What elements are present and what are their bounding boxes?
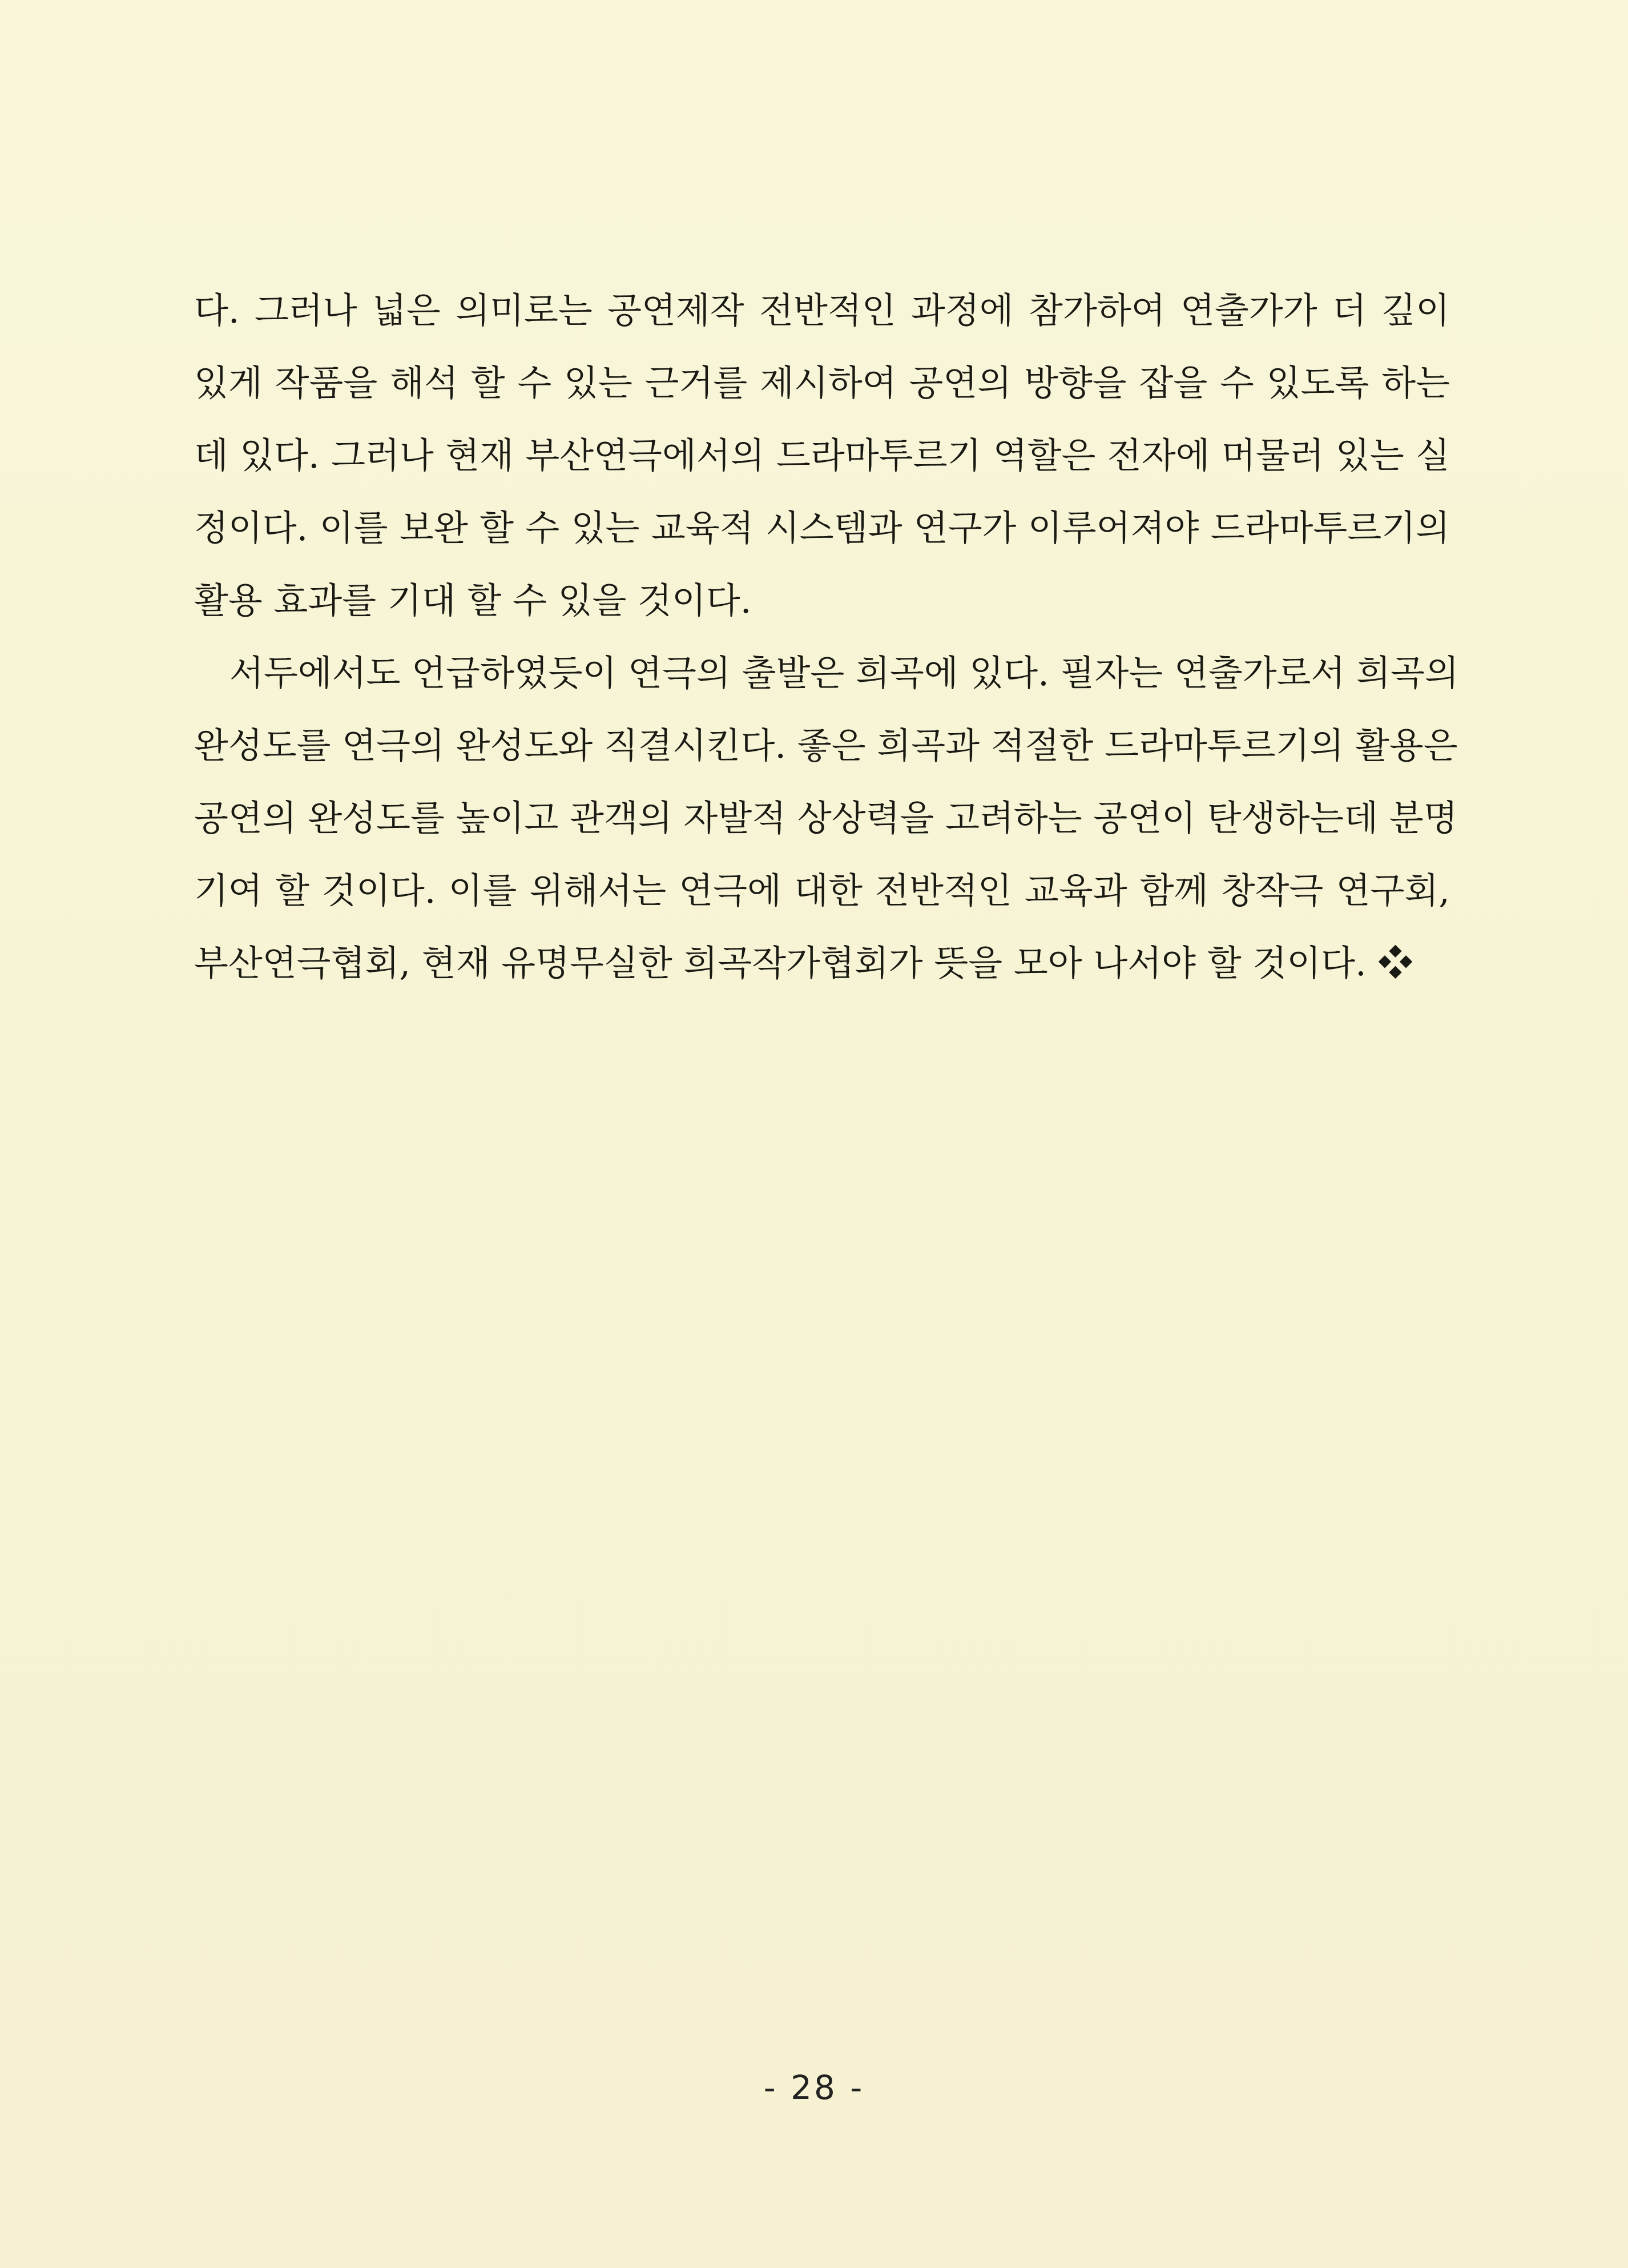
text-line: 데 있다. 그러나 현재 부산연극에서의 드라마투르기 역할은 전자에 머물러 있는 실	[194, 435, 1450, 476]
text-line: 부산연극협회, 현재 유명무실한 희곡작가협회가 뜻을 모아 나서야 할 것이다. ❖	[194, 942, 1413, 984]
page-number: - 28 -	[763, 2068, 865, 2107]
text-line: 있게 작품을 해석 할 수 있는 근거를 제시하여 공연의 방향을 잡을 수 있도록 하는	[194, 362, 1450, 404]
paragraph-1	[194, 274, 1450, 637]
paragraph-2	[194, 637, 1459, 999]
text-line: 완성도를 연극의 완성도와 직결시킨다. 좋은 희곡과 적절한 드라마투르기의 활용은	[194, 725, 1458, 766]
body-text	[194, 274, 1459, 999]
text-line: 활용 효과를 기대 할 수 있을 것이다.	[194, 580, 752, 621]
text-line: 다. 그러나 넓은 의미로는 공연제작 전반적인 과정에 참가하여 연출가가 더 깊이	[194, 289, 1450, 331]
text-line: 서두에서도 언급하였듯이 연극의 출발은 희곡에 있다. 필자는 연출가로서 희곡의	[229, 652, 1459, 694]
text-line: 기여 할 것이다. 이를 위해서는 연극에 대한 전반적인 교육과 함께 창작극 연구회,	[194, 870, 1450, 911]
text-line: 정이다. 이를 보완 할 수 있는 교육적 시스템과 연구가 이루어져야 드라마투르기의	[194, 507, 1450, 549]
text-line: 공연의 완성도를 높이고 관객의 자발적 상상력을 고려하는 공연이 탄생하는데 분명	[194, 797, 1458, 839]
